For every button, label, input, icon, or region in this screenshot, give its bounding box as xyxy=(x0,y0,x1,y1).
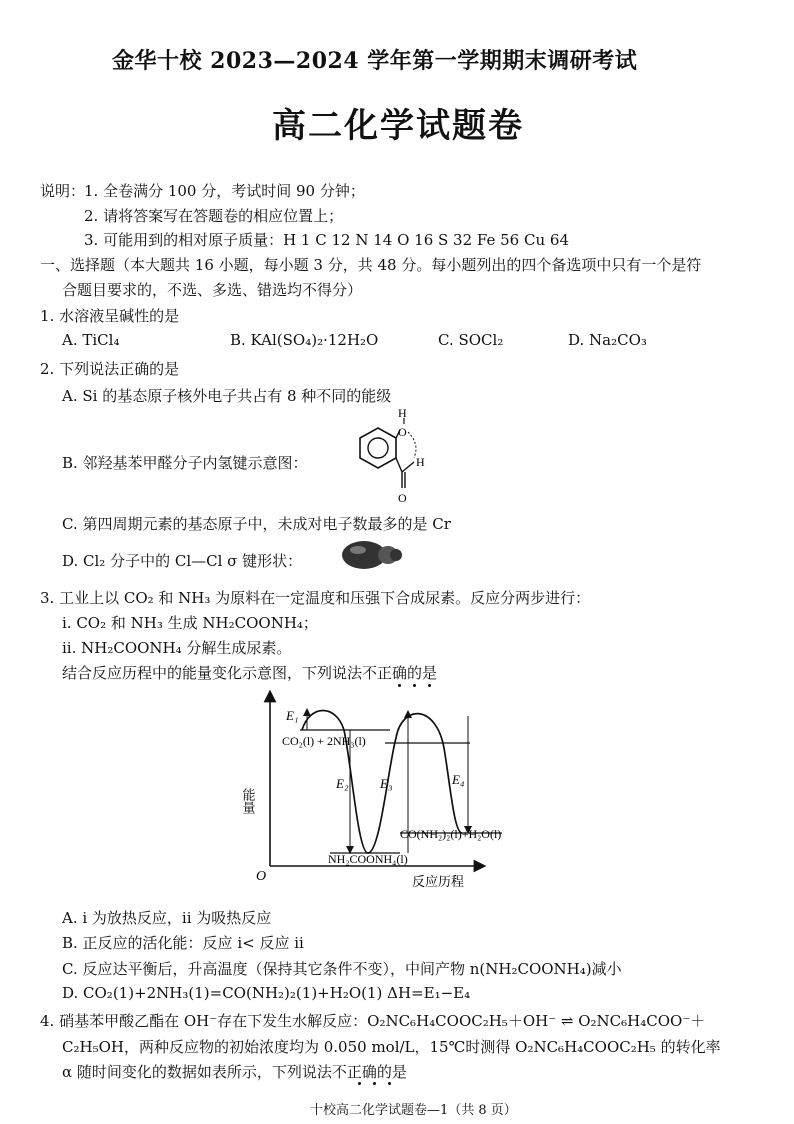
q4-line-3: α 随时间变化的数据如表所示，下列说法不正确的是 xyxy=(62,1063,407,1081)
emphasis-dot xyxy=(388,1082,391,1085)
q2-option-d: D. Cl₂ 分子中的 Cl—Cl σ 键形状： xyxy=(62,552,303,570)
q1-option-a: A. TiCl₄ xyxy=(62,331,120,349)
q4-line-1: 4. 硝基苯甲酸乙酯在 OH⁻存在下发生水解反应：O₂NC₆H₄COOC₂H₅＋OH⁻ ⇌ O₂NC₆H₄COO⁻＋ xyxy=(40,1012,706,1030)
q1-option-c: C. SOCl₂ xyxy=(438,331,504,349)
q3-option-d: D. CO₂(1)+2NH₃(1)=CO(NH₂)₂(1)+H₂O(1) ΔH=E₁−E₄ xyxy=(62,984,471,1002)
q3-prompt: 结合反应历程中的能量变化示意图，下列说法不正确的是 xyxy=(62,664,438,682)
struct-label-o: O xyxy=(398,425,407,439)
emphasis-dot xyxy=(413,684,416,687)
q2-option-c: C. 第四周期元素的基态原子中，未成对电子数最多的是 Cr xyxy=(62,515,451,533)
q1-option-b: B. KAl(SO₄)₂·12H₂O xyxy=(230,331,379,349)
q2-option-a: A. Si 的基态原子核外电子共占有 8 种不同的能级 xyxy=(62,387,392,405)
instruction-item: 1. 全卷满分 100 分，考试时间 90 分钟； xyxy=(84,182,365,200)
sigma-bond-orbital-image xyxy=(336,538,408,572)
products-label: CO(NH₂)₂(l)+H₂O(l) xyxy=(400,827,502,841)
q1-stem: 1. 水溶液呈碱性的是 xyxy=(40,307,180,325)
hydrogen-bond-structure xyxy=(340,408,440,506)
q3-step-1: i. CO₂ 和 NH₃ 生成 NH₂COONH₄； xyxy=(62,614,318,632)
instruction-item: 3. 可能用到的相对原子质量：H 1 C 12 N 14 O 16 S 32 Fe 56 Cu 64 xyxy=(84,231,569,249)
energy-diagram xyxy=(240,688,540,898)
q3-option-c: C. 反应达平衡后，升高温度（保持其它条件不变），中间产物 n(NH₂COONH₄)减小 xyxy=(62,960,622,978)
e3-label: E₃ xyxy=(380,776,393,791)
emphasis-dot xyxy=(358,1082,361,1085)
instructions-lead: 说明： xyxy=(40,182,86,200)
e2-label: E₂ xyxy=(336,776,349,791)
q3-option-a: A. i 为放热反应，ii 为吸热反应 xyxy=(62,909,272,927)
e4-label: E₄ xyxy=(452,772,465,787)
section-heading-cont: 合题目要求的，不选、多选、错选均不得分） xyxy=(62,281,363,299)
q4-line-2: C₂H₅OH，两种反应物的初始浓度均为 0.050 mol/L，15℃时测得 O₂NC₆H₄COOC₂H₅ 的转化率 xyxy=(62,1038,721,1056)
q3-option-b: B. 正反应的活化能：反应 i< 反应 ii xyxy=(62,934,304,952)
struct-label-o: O xyxy=(398,491,407,505)
origin-label: O xyxy=(256,869,267,884)
struct-label-h: H xyxy=(416,455,425,469)
struct-label-h: H xyxy=(398,408,407,420)
emphasis-dot xyxy=(373,1082,376,1085)
page-footer: 十校高二化学试题卷—1（共 8 页） xyxy=(310,1103,517,1118)
y-axis-label: 能量 xyxy=(240,788,256,814)
section-heading: 一、选择题（本大题共 16 小题，每小题 3 分，共 48 分。每小题列出的四个备选项中只有一个是符 xyxy=(40,256,702,274)
paper-title: 高二化学试题卷 xyxy=(272,106,524,146)
x-axis-label: 反应历程 xyxy=(412,874,465,889)
emphasis-dot xyxy=(398,684,401,687)
q3-stem: 3. 工业上以 CO₂ 和 NH₃ 为原料在一定温度和压强下合成尿素。反应分两步进行： xyxy=(40,589,591,607)
q2-option-b: B. 邻羟基苯甲醛分子内氢键示意图： xyxy=(62,454,308,472)
exam-title: 金华十校 2023—2024 学年第一学期期末调研考试 xyxy=(112,48,638,74)
q2-stem: 2. 下列说法正确的是 xyxy=(40,360,180,378)
q3-step-2: ii. NH₂COONH₄ 分解生成尿素。 xyxy=(62,639,292,657)
instruction-item: 2. 请将答案写在答题卷的相应位置上； xyxy=(84,207,344,225)
reactants-label: CO₂(l) + 2NH₃(l) xyxy=(282,734,366,748)
e1-label: E₁ xyxy=(286,708,299,723)
intermediate-label: NH₂COONH₄(l) xyxy=(328,852,408,866)
emphasis-dot xyxy=(428,684,431,687)
q1-option-d: D. Na₂CO₃ xyxy=(568,331,647,349)
